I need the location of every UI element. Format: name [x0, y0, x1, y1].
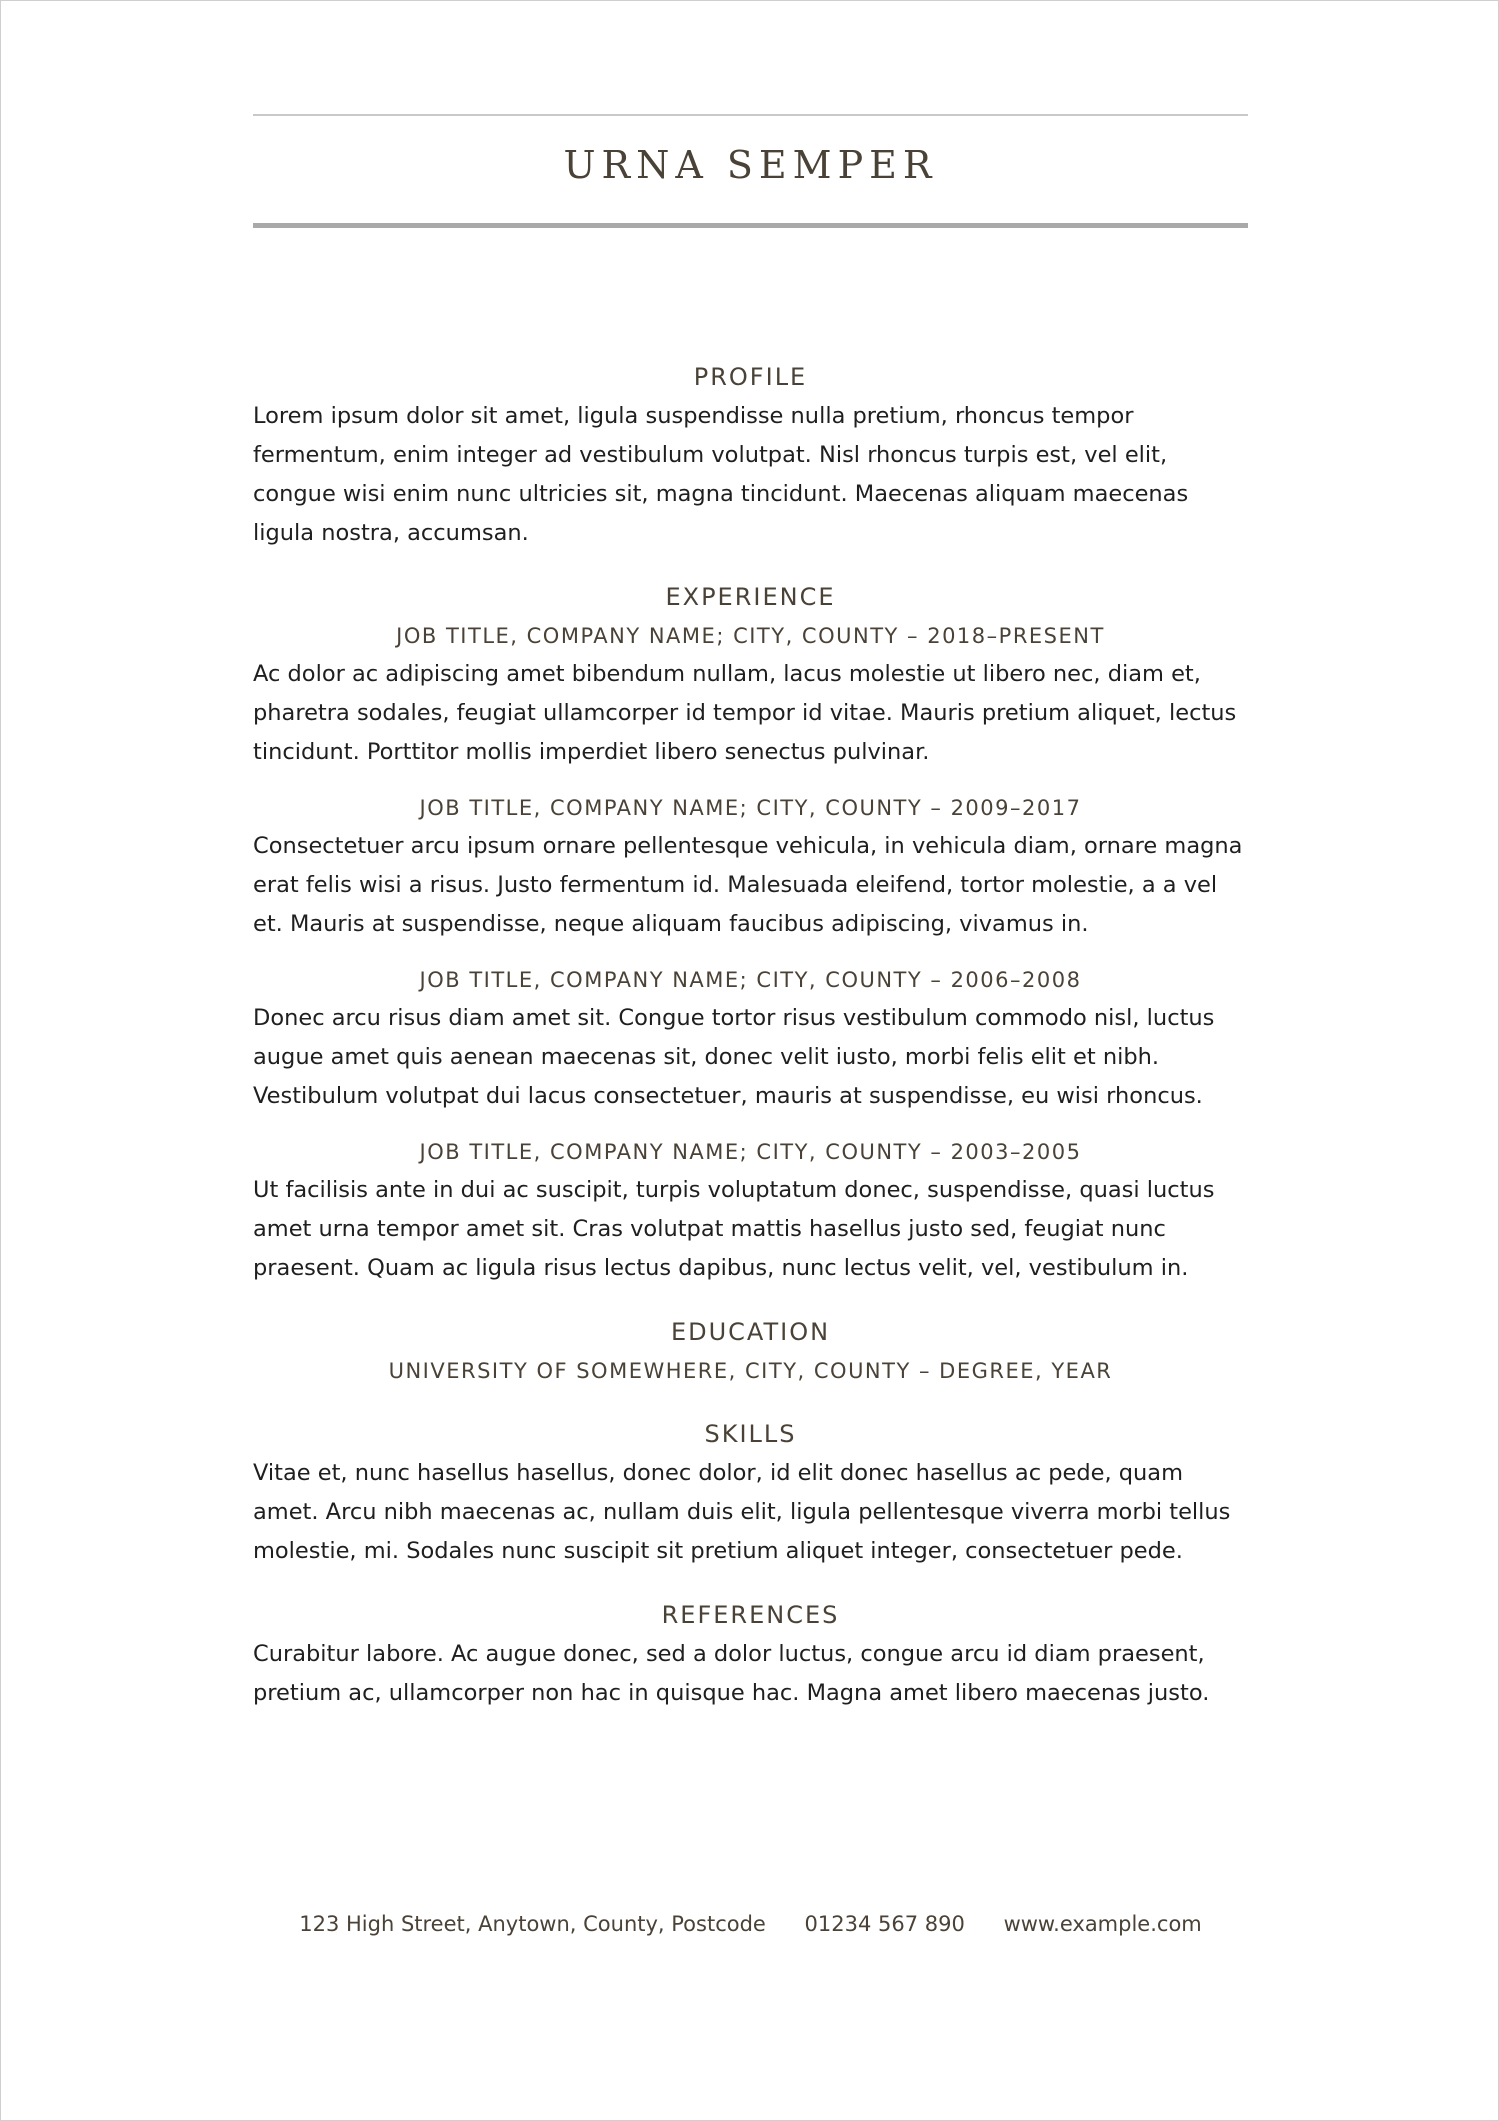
skills-heading: SKILLS	[704, 1420, 797, 1448]
footer-website: www.example.com	[1003, 1912, 1202, 1936]
experience-section	[253, 577, 1248, 1288]
references-section	[253, 1595, 1248, 1713]
profile-text: Lorem ipsum dolor sit amet, ligula suspendisse nulla pretium, rhoncus tempor fermentum, enim integer ad vestibulum volutpat. Nisl rhoncus turpis est, vel elit, congue wisi enim nunc ultricies sit, magna tincidunt. Maecenas aliquam maecenas ligula nostra, accumsan.	[253, 403, 1189, 546]
footer-phone: 01234 567 890	[804, 1912, 965, 1936]
resume-body	[253, 357, 1248, 1713]
job-description: Consectetuer arcu ipsum ornare pellentesque vehicula, in vehicula diam, ornare magna erat felis wisi a risus. Justo fermentum id. Malesuada eleifend, tortor molestie, a a vel et. Mauris at suspendisse, neque aliquam faucibus adipiscing, vivamus in.	[253, 833, 1243, 937]
skills-text: Vitae et, nunc hasellus hasellus, donec dolor, id elit donec hasellus ac pede, quam amet. Arcu nibh maecenas ac, nullam duis elit, ligula pellentesque viverra morbi tellus molestie, mi. Sodales nunc suscipit sit pretium aliquet integer, consectetuer pede.	[253, 1460, 1231, 1564]
footer-address: 123 High Street, Anytown, County, Postcode	[299, 1912, 766, 1936]
education-heading: EDUCATION	[670, 1318, 831, 1346]
contact-footer	[253, 1912, 1248, 1936]
skills-section	[253, 1414, 1248, 1571]
candidate-name: URNA SEMPER	[563, 143, 938, 187]
experience-heading: EXPERIENCE	[665, 583, 836, 611]
job-title: JOB TITLE, COMPANY NAME; CITY, COUNTY – 2006–2008	[419, 968, 1082, 992]
profile-heading: PROFILE	[693, 363, 808, 391]
job-title: JOB TITLE, COMPANY NAME; CITY, COUNTY – 2018–PRESENT	[396, 624, 1105, 648]
job-title: JOB TITLE, COMPANY NAME; CITY, COUNTY – 2003–2005	[419, 1140, 1082, 1164]
job-description: Donec arcu risus diam amet sit. Congue tortor risus vestibulum commodo nisl, luctus augue amet quis aenean maecenas sit, donec velit iusto, morbi felis elit et nibh. Vestibulum volutpat dui lacus consectetuer, mauris at suspendisse, eu wisi rhoncus.	[253, 1005, 1215, 1109]
top-divider	[253, 114, 1248, 116]
bottom-divider	[253, 223, 1248, 228]
profile-section	[253, 357, 1248, 553]
job-description: Ut facilisis ante in dui ac suscipit, turpis voluptatum donec, suspendisse, quasi luctus amet urna tempor amet sit. Cras volutpat mattis hasellus justo sed, feugiat nunc praesent. Quam ac ligula risus lectus dapibus, nunc lectus velit, vel, vestibulum in.	[253, 1177, 1215, 1281]
references-text: Curabitur labore. Ac augue donec, sed a dolor luctus, congue arcu id diam praesent, pretium ac, ullamcorper non hac in quisque hac. Magna amet libero maecenas justo.	[253, 1641, 1210, 1706]
education-entry: UNIVERSITY OF SOMEWHERE, CITY, COUNTY – DEGREE, YEAR	[388, 1359, 1113, 1383]
references-heading: REFERENCES	[661, 1601, 840, 1629]
job-title: JOB TITLE, COMPANY NAME; CITY, COUNTY – 2009–2017	[419, 796, 1082, 820]
education-section	[253, 1312, 1248, 1390]
job-description: Ac dolor ac adipiscing amet bibendum nullam, lacus molestie ut libero nec, diam et, pharetra sodales, feugiat ullamcorper id tempor id vitae. Mauris pretium aliquet, lectus tincidunt. Porttitor mollis imperdiet libero senectus pulvinar.	[253, 661, 1237, 765]
